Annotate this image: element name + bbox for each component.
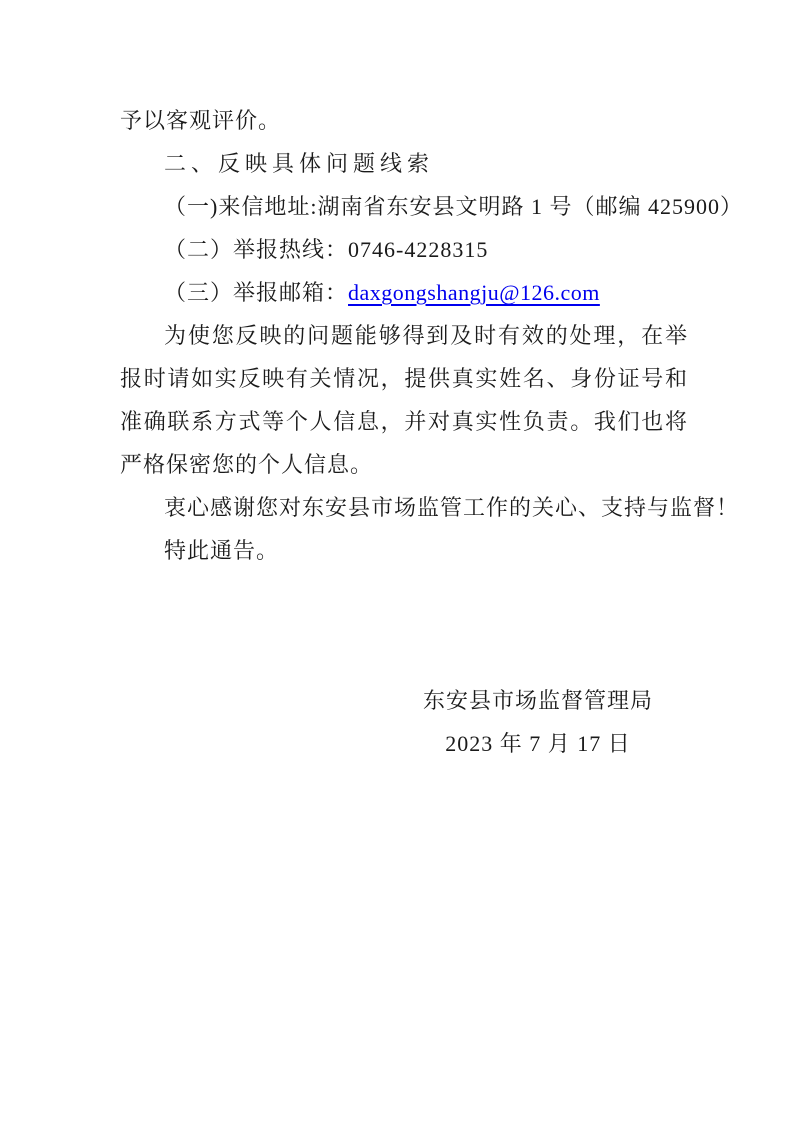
- email-link[interactable]: daxgongshangju@126.com: [348, 280, 600, 305]
- signature-organization: 东安县市场监督管理局: [422, 688, 653, 713]
- closing-line: 特此通告。: [164, 538, 280, 563]
- address-line: （一)来信地址:湖南省东安县文明路 1 号（邮编 425900）: [164, 194, 743, 219]
- signature-date: 2023 年 7 月 17 日: [445, 731, 631, 756]
- signature-block: [423, 679, 653, 765]
- continuation-line: 予以客观评价。: [120, 108, 282, 133]
- email-label: （三）举报邮箱：: [164, 280, 349, 305]
- section-heading: 二、反映具体问题线索: [164, 151, 435, 176]
- email-line: [120, 271, 688, 314]
- thanks-line: 衷心感谢您对东安县市场监管工作的关心、支持与监督！: [164, 495, 740, 520]
- notice-paragraph: 为使您反映的问题能够得到及时有效的处理，在举报时请如实反映有关情况，提供真实姓名、身份证号和准确联系方式等个人信息，并对真实性负责。我们也将严格保密您的个人信息。: [120, 323, 688, 477]
- hotline-line: （二）举报热线：0746-4228315: [164, 237, 489, 262]
